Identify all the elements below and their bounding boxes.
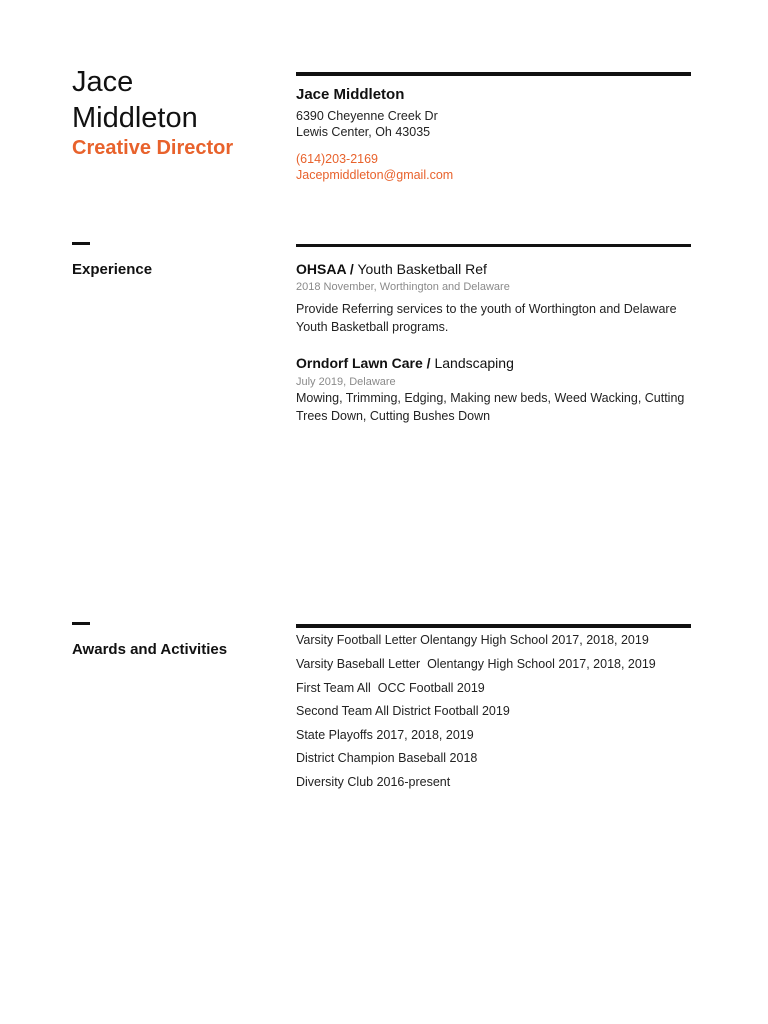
role-title: Creative Director xyxy=(72,137,234,159)
award-item: Second Team All District Football 2019 xyxy=(296,704,510,718)
address-line-1: 6390 Cheyenne Creek Dr xyxy=(296,109,438,123)
phone-link[interactable]: (614)203-2169 xyxy=(296,152,379,166)
job-heading xyxy=(296,355,514,371)
award-item: Diversity Club 2016-present xyxy=(296,775,451,789)
awards-title: Awards and Activities xyxy=(72,641,228,658)
job-position: Youth Basketball Ref xyxy=(353,261,487,277)
experience-dash xyxy=(72,242,90,245)
contact-name: Jace Middleton xyxy=(296,86,405,103)
award-item: Varsity Baseball Letter Olentangy High School 2017, 2018, 2019 xyxy=(296,657,656,671)
job-meta: 2018 November, Worthington and Delaware xyxy=(296,281,510,293)
awards-dash xyxy=(72,622,90,625)
job-position: Landscaping xyxy=(430,355,514,371)
name-last: Middleton xyxy=(72,102,198,134)
award-item: First Team All OCC Football 2019 xyxy=(296,681,485,695)
job-org: Orndorf Lawn Care / xyxy=(296,355,431,371)
job-description: Mowing, Trimming, Edging, Making new beds, Weed Wacking, Cutting Trees Down, Cutting Bushes Down xyxy=(296,391,685,423)
award-item: State Playoffs 2017, 2018, 2019 xyxy=(296,728,474,742)
awards-divider xyxy=(296,624,691,628)
email-link[interactable]: Jacepmiddleton@gmail.com xyxy=(296,168,454,182)
award-item: District Champion Baseball 2018 xyxy=(296,751,478,765)
job-description: Provide Referring services to the youth of Worthington and Delaware Youth Basketball programs. xyxy=(296,302,677,334)
address-line-2: Lewis Center, Oh 43035 xyxy=(296,125,431,139)
award-item: Varsity Football Letter Olentangy High School 2017, 2018, 2019 xyxy=(296,633,649,647)
job-heading xyxy=(296,261,487,277)
name-first: Jace xyxy=(72,66,134,98)
contact-divider xyxy=(296,72,691,76)
experience-title: Experience xyxy=(72,261,153,278)
job-meta: July 2019, Delaware xyxy=(296,376,396,388)
experience-divider xyxy=(296,244,691,247)
job-org: OHSAA / xyxy=(296,261,354,277)
